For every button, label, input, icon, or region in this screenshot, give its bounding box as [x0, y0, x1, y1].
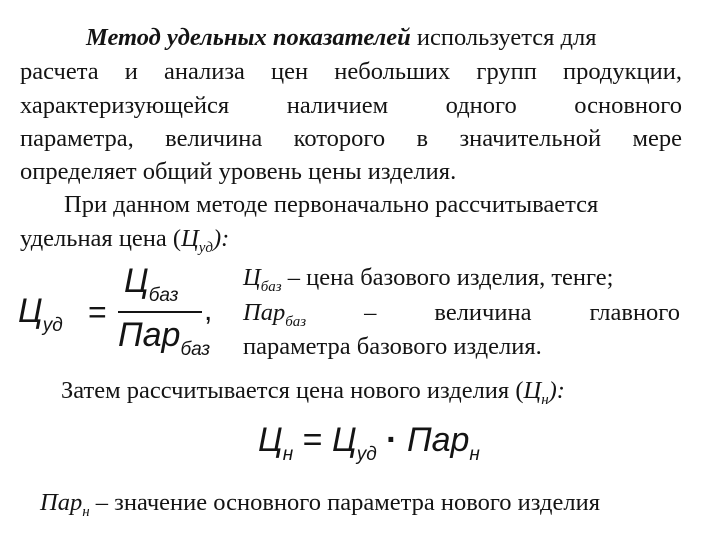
formula1-num-symbol: Ц: [124, 262, 149, 300]
legend-item1-text: – цена базового изделия, тенге;: [281, 264, 614, 291]
formula1-denominator: [118, 316, 210, 360]
new-price-symbol-sub: н: [541, 392, 549, 408]
legend-item2-word1: величина: [434, 299, 532, 326]
formula1-equals: =: [88, 294, 107, 330]
formula1-den-sub: баз: [180, 339, 211, 360]
legend-item1-sub: баз: [260, 279, 282, 295]
legend-item-base-price: [243, 263, 680, 296]
paragraph4: [40, 488, 682, 521]
paragraph1-line3: характеризующейся наличием одного основного: [20, 92, 682, 119]
legend-item2-symbol: Пар: [243, 299, 286, 326]
paragraph2-line1: При данном методе первоначально рассчитывается: [64, 191, 599, 218]
unit-price-formula: [18, 262, 213, 362]
paragraph1-line4: параметра, величина которого в значительной мере: [20, 125, 682, 152]
new-param-symbol-sub: н: [82, 504, 90, 520]
legend-item2-word2: главного: [589, 299, 680, 326]
paragraph3-text: Затем рассчитывается цена нового изделия (: [61, 377, 524, 404]
paragraph1-line2: расчета и анализа цен небольших групп продукции,: [20, 58, 682, 85]
formula1-fraction-bar: [118, 311, 202, 313]
formula1-numerator: [124, 262, 178, 306]
formula1-lhs-symbol: Ц: [18, 292, 43, 330]
formula2-a: Ц: [331, 421, 357, 459]
legend-item1-symbol: Ц: [243, 264, 261, 291]
paragraph1-line1-rest: используется для: [416, 24, 597, 51]
unit-price-symbol-sub: уд: [198, 240, 213, 256]
new-price-formula: [258, 420, 480, 466]
paragraph2-line2-text: удельная цена (: [20, 225, 182, 252]
paragraph2-line2-end: ):: [213, 225, 230, 252]
formula2-a-sub: уд: [356, 444, 377, 465]
formula1-den-symbol: Пар: [118, 316, 181, 354]
legend-item2-dash: –: [364, 299, 377, 326]
formula2-dot: ·: [386, 421, 398, 459]
paragraph3: [61, 376, 682, 409]
paragraph1-line5: определяет общий уровень цены изделия.: [20, 158, 457, 185]
formula2-lhs-sub: н: [282, 444, 294, 465]
paragraph2-line2: [20, 224, 682, 257]
formula2-equals: =: [302, 421, 323, 459]
formula1-comma: ,: [204, 294, 213, 327]
legend-item2-line2: параметра базового изделия.: [243, 333, 542, 360]
formula2-b: Пар: [406, 421, 470, 459]
formula2-b-sub: н: [469, 444, 480, 465]
formula1-lhs: [18, 293, 63, 335]
new-param-symbol: Пар: [40, 489, 83, 516]
new-price-symbol: Ц: [523, 377, 542, 404]
formula1-lhs-sub: уд: [42, 315, 63, 336]
paragraph4-text: – значение основного параметра нового изделия: [89, 489, 600, 516]
paragraph3-end: ):: [548, 377, 565, 404]
legend-item2-sub: баз: [285, 314, 307, 330]
formula2-lhs: Ц: [258, 421, 283, 459]
legend-item-base-param: [243, 298, 680, 331]
formula1-num-sub: баз: [148, 285, 179, 306]
paragraph1-line1: [86, 23, 682, 53]
method-name: Метод удельных показателей: [86, 24, 411, 51]
unit-price-symbol: Ц: [181, 225, 199, 252]
